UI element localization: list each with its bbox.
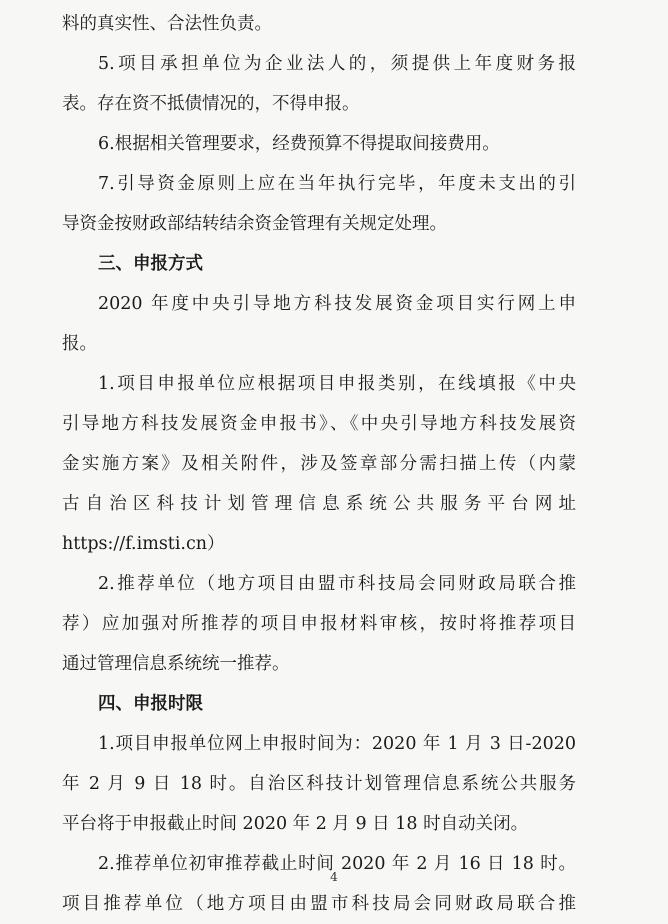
text-line: 项目推荐单位（地方项目由盟市科技局会同财政局联合推 — [62, 894, 576, 914]
text-line: 平台将于申报截止时间 2020 年 2 月 9 日 18 时自动关闭。 — [62, 814, 529, 834]
text-line: 表。存在资不抵债情况的，不得申报。 — [62, 94, 360, 114]
text-line: 2020 年度中央引导地方科技发展资金项目实行网上申 — [98, 294, 576, 314]
section-heading: 三、申报方式 — [98, 254, 203, 274]
section-heading: 四、申报时限 — [98, 694, 203, 714]
text-line: 通过管理信息系统统一推荐。 — [62, 654, 290, 674]
text-line: 金实施方案》及相关附件，涉及签章部分需扫描上传（内蒙 — [62, 454, 576, 474]
text-line: https://f.imsti.cn） — [62, 534, 225, 554]
text-line: 7.引导资金原则上应在当年执行完毕，年度未支出的引 — [98, 174, 576, 194]
text-line: 古自治区科技计划管理信息系统公共服务平台网址 — [62, 494, 576, 514]
text-line: 2.推荐单位初审推荐截止时间 2020 年 2 月 16 日 18 时。 — [98, 854, 576, 874]
document-body — [62, 4, 576, 924]
text-line: 1.项目申报单位网上申报时间为：2020 年 1 月 3 日-2020 — [98, 734, 576, 754]
text-line: 报。 — [62, 334, 97, 354]
text-line: 荐）应加强对所推荐的项目申报材料审核，按时将推荐项目 — [62, 614, 576, 634]
page-number: 4 — [330, 870, 338, 884]
text-line: 2.推荐单位（地方项目由盟市科技局会同财政局联合推 — [98, 574, 576, 594]
text-line: 5.项目承担单位为企业法人的，须提供上年度财务报 — [98, 54, 576, 74]
text-line: 导资金按财政部结转结余资金管理有关规定处理。 — [62, 214, 447, 234]
text-line: 料的真实性、合法性负责。 — [62, 14, 272, 34]
text-line: 1.项目申报单位应根据项目申报类别，在线填报《中央 — [98, 374, 576, 394]
text-line: 年 2 月 9 日 18 时。自治区科技计划管理信息系统公共服务 — [62, 774, 576, 794]
text-line: 6.根据相关管理要求，经费预算不得提取间接费用。 — [98, 134, 500, 154]
text-line: 引导地方科技发展资金申报书》、《中央引导地方科技发展资 — [62, 414, 576, 434]
